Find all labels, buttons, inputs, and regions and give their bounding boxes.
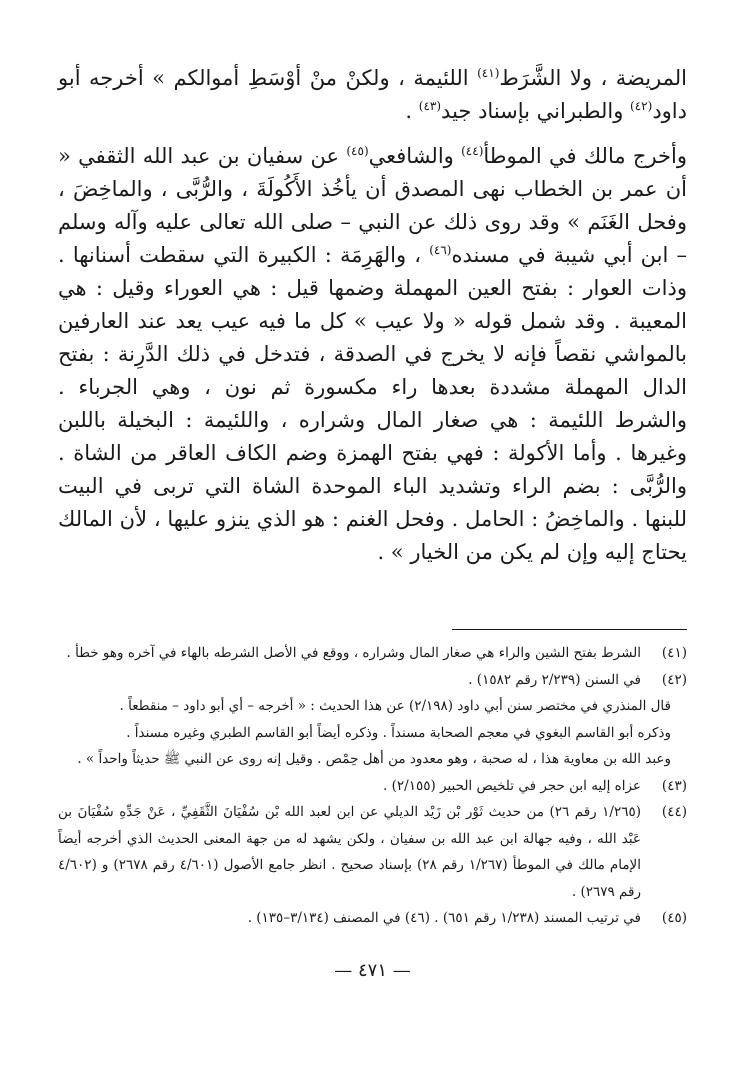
paragraph — [58, 140, 687, 569]
footnote — [58, 667, 687, 694]
footnotes — [58, 640, 687, 932]
footnote — [58, 773, 687, 800]
footnote-text — [58, 799, 641, 905]
footnote-ref[interactable]: (٤٢) — [630, 99, 653, 113]
footnote-line: الشرط بفتح الشين والراء هي صغار المال وشراره ، ووقع في الأصل الشرطه بالهاء في آخره وهو خطأ . — [66, 645, 641, 661]
footnote-line: في ترتيب المسند (١/٢٣٨ رقم ٦٥١) . (٤٦) في المصنف (٣/١٣٤–١٣٥) . — [247, 910, 641, 926]
main-text — [58, 62, 687, 569]
footnote-number: (٤٢) — [661, 671, 687, 688]
footnote-ref[interactable]: (٤١) — [477, 66, 500, 80]
document-page — [58, 62, 687, 1082]
footnote-text — [58, 905, 641, 932]
paragraph — [58, 62, 687, 128]
text-run: ، والهَرِمَة : الكبيرة التي سقطت أسنانها . وذات العوار : بفتح العين المهملة وضمها قيل : هي العوراء وقيل : هي المعيبة . وقد شمل قوله « ولا عيب » كل ما فيه عيب يعد عند العارفين بالمواشي نقصاً فإنه لا يخرج في الصدقة ، فتدخل في ذلك الدَّرِنة : بفتح الدال المهملة مشددة بعدها راء مكسورة ثم نون ، وهي الجرباء . والشرط اللئيمة : هي صغار المال وشراره ، واللئيمة : البخيلة باللبن وغيرها . وأما الأكولة : فهي بفتح الهمزة وضم الكاف العاقر من الشاة . والرُّبَّى : بضم الراء وتشديد الباء الموحدة الشاة التي تربى في البيت للبنها . والماخِضُ : الحامل . وفحل الغنم : هو الذي ينزو عليها ، لأن المالك يحتاج إليه وإن لم يكن من الخيار » . — [58, 243, 687, 564]
footnote-number: (٤٤) — [661, 804, 687, 820]
footnote-line: عزاه إليه ابن حجر في تلخيص الحبير (٢/١٥٥) . — [383, 777, 641, 794]
footnote-divider — [452, 629, 687, 630]
page-number: — ٤٧١ — — [334, 960, 411, 981]
text-run: . — [405, 99, 419, 123]
text-run: عن سفيان بن عبد الله الثقفي « أن عمر بن الخطاب نهى المصدق أن يأخُذ الأَكُولَةَ ، والرُّبَّى ، والماخِضَ ، وفحل الغَنَم » وقد روى ذلك عن النبي – صلى الله تعالى عليه وآله وسلم – ابن أبي شيبة في مسنده — [58, 144, 688, 267]
footnote-number: (٤٥) — [661, 910, 687, 926]
footnote — [58, 640, 687, 667]
footnote-ref[interactable]: (٤٦) — [429, 243, 452, 257]
footnote-line: في السنن (٢/٢٣٩ رقم ١٥٨٢) . — [468, 671, 641, 688]
footnote-number: (٤٣) — [661, 777, 687, 794]
footnote-ref[interactable]: (٤٤) — [461, 144, 484, 158]
text-run: والشافعي — [368, 144, 462, 168]
text-run: المريضة ، ولا الشَّرَط — [499, 66, 688, 90]
footnote-quote-line: قال المنذري في مختصر سنن أبي داود (٢/١٩٨) عن هذا الحديث : « أخرجه – أي أبو داود – منقطعاً . — [119, 698, 671, 714]
footnote — [58, 905, 687, 932]
footnote-text — [58, 773, 641, 800]
text-run: وأخرج مالك في الموطأ — [483, 144, 688, 168]
footnote-line: (١/٢٦٥ رقم ٢٦) من حديث ثَوْر بْن زَيْد الديلي عن ابن لعبد الله بْن سُفْيَانَ الثَّقَفِيِّ ، عَنْ جَدِّهِ سُفْيَانَ بن عَبْد الله ، وفيه جهالة ابن عبد الله بن سفيان ، ولكن يشهد له من جهة المعنى الحديث الذي أخرجه أيضاً الإمام مالك في الموطأ (١/٢٦٧ رقم ٢٨) بإسناد صحيح . انظر جامع الأصول (٤/٦٠١ رقم ٢٦٧٨) و (٤/٦٠٢ رقم ٢٦٧٩) . — [58, 804, 641, 900]
footnote-number: (٤١) — [661, 645, 687, 661]
footnote-text — [58, 640, 641, 667]
footnote-ref[interactable]: (٤٣) — [418, 99, 442, 113]
text-run: اللئيمة ، ولكنْ منْ أوْسَطِ أموالكم » أخرجه أبو داود — [58, 66, 687, 123]
footnote — [58, 799, 687, 905]
footnote-quote-line: وعبد الله بن معاوية هذا ، له صحبة ، وهو معدود من أهل حِمْص . وقيل إنه روى عن النبي ﷺ حديثاً واحداً » . — [77, 751, 671, 767]
footnote-ref[interactable]: (٤٥) — [346, 144, 369, 158]
footnote-quote-line: وذكره أبو القاسم البغوي في معجم الصحابة مسنداً . وذكره أيضاً أبو القاسم الطبري وغيره مسنداً . — [126, 724, 671, 741]
footnote-text — [58, 667, 641, 694]
text-run: والطبراني بإسناد جيد — [441, 99, 631, 123]
